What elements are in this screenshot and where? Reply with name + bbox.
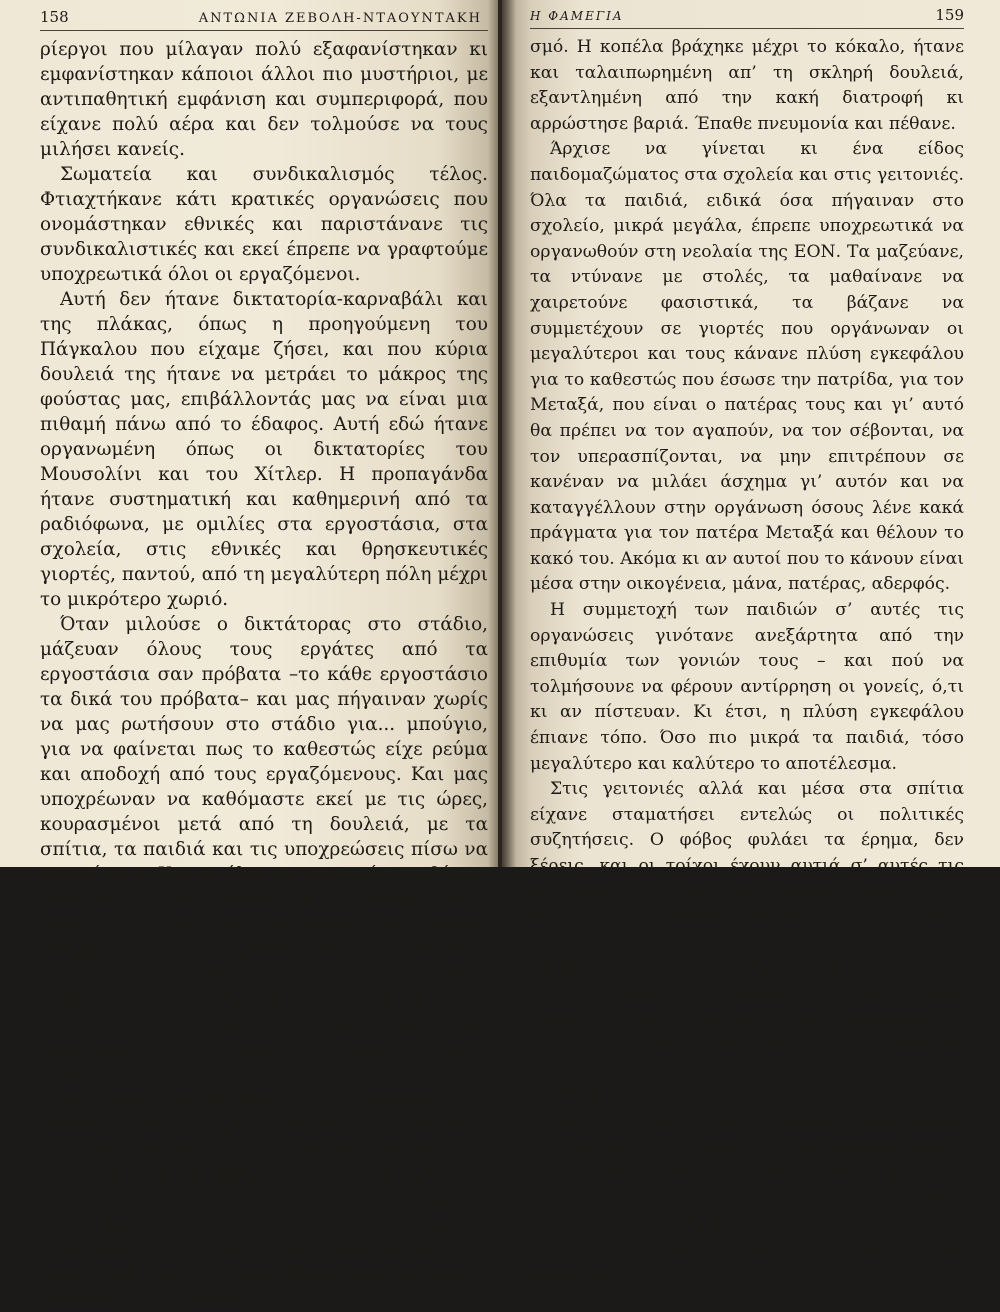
right-page-body (530, 35, 964, 1289)
right-page (502, 0, 1000, 1286)
left-page-body (40, 37, 488, 1312)
paragraph: Άρχισε να γίνεται κι ένα είδος παιδομαζώματος στα σχολεία και στις γειτονιές. Όλα τα παιδιά, ειδικά όσα πήγαιναν στο σχολείο, μικρά μεγάλα, έπρεπε υποχρεωτικά να οργανωθούν στη νεολαία της ΕΟΝ. Τα μαζεύανε, τα ντύνανε με στολές, τα μαθαίνανε να χαιρετούνε φασιστικά, τα βάζανε να συμμετέχουν σε γιορτές που οργάνωναν οι μεγαλύτεροι και τους κάνανε πλύση εγκεφάλου για το καθεστώς που έσωσε την πατρίδα, για τον Μεταξά, που είναι ο πατέρας τους και γι’ αυτό θα πρέπει να τον αγαπούν, να τον σέβονται, να τον υπερασπίζονται, να μην επιτρέπουν σε κανέναν να μιλάει άσχημα γι’ αυτόν και να καταγγέλλουν στην οργάνωση όσους λένε κακά πράγματα για τον πατέρα Μεταξά και θέλουν το κακό του. Ακόμα κι αν αυτοί που το κάνουν είναι μέσα στην οικογένεια, μάνα, πατέρας, αδερφός. (530, 139, 964, 595)
left-page-number: 158 (40, 8, 69, 26)
paragraph: σμό. Η κοπέλα βράχηκε μέχρι το κόκαλο, ήτανε και ταλαιπωρημένη απ’ τη σκληρή δουλειά, εξαντλημένη από την κακή διατροφή κι αρρώστησε βαριά. Έπαθε πνευμονία και πέθανε. (530, 37, 964, 134)
left-page-header (40, 8, 488, 31)
paragraph: Έτσι, τα παιδιά ακούγανε την προπαγάνδα μόνο από τη μια πλευρά και δεν είχανε από πουθενά αντίλογο. Ή, κι όταν υπήρχε, ήτανε μέχρις ενός ορίου. Και το σαράκι προχωρούσε στα παιδάκια και κανείς δεν το πρόσεχε, αφού, εκτός των άλλων, οι μεγάλοι δεν είχαν την πολυτέλεια του χρόνου, απασχολημένοι καθώς ήτανε με το μεροκάματο. (530, 1035, 964, 1235)
paragraph: Σωματεία και συνδικαλισμός τέλος. Φτιαχτήκανε κάτι κρατικές οργανώσεις που ονομάστηκαν εθνικές και παριστάνανε τις συνδικαλιστικές και εκεί έπρεπε να γραφτούμε υποχρεωτικά όλοι οι εργαζόμενοι. (40, 164, 488, 285)
paragraph: Στις γειτονιές αλλά και μέσα στα σπίτια είχανε σταματήσει εντελώς οι πολιτικές συζητήσεις. Ο φόβος φυλάει τα έρημα, δεν ξέρεις, και οι τοίχοι έχουν αυτιά σ’ αυτές τις περιπτώσεις. Τόσοι και τόσοι χάσανε τις δουλειές τους, κάποιοι πήγανε εξορία κι άλλοι είχανε μπλεξίματα, τους μαζέψανε στην Ασφάλεια και δεινοπαθήσανε. Άσε που τους περισσότερους τους πήρανε στο λαιμό τους συγγενείς ή φίλοι που τους είχαν εμπιστοσύνη. (530, 779, 964, 1030)
author-running-head: ΑΝΤΩΝΙΑ ΖΕΒΟΛΗ-ΝΤΑΟΥΝΤΑΚΗ (198, 11, 482, 26)
chapter-running-head: Η ΦΑΜΕΓΙΑ (530, 9, 624, 23)
left-page (0, 0, 498, 1310)
paragraph: Αυτή δεν ήτανε δικτατορία-καρναβάλι και της πλάκας, όπως η προηγούμενη του Πάγκαλου που είχαμε ζήσει, και που κύρια δουλειά της ήτανε να μετράει το μάκρος της φούστας μας, επιβάλλοντάς μας να είναι μια πιθαμή πάνω από το έδαφος. Αυτή εδώ ήτανε οργανωμένη όπως οι δικτατορίες του Μουσολίνι και του Χίτλερ. Η προπαγάνδα ήτανε συστηματική και καθημερινή από τα ραδιόφωνα, με ομιλίες στα εργοστάσια, στα σχολεία, στις εθνικές και θρησκευτικές γιορτές, παντού, από τη μεγαλύτερη πόλη μέχρι το μικρότερο χωριό. (40, 289, 488, 610)
paragraph: Όταν μιλούσε ο δικτάτορας στο στάδιο, μάζευαν όλους τους εργάτες από τα εργοστάσια σαν πρόβατα –το κάθε εργοστάσιο τα δικά του πρόβατα– και μας πήγαιναν χωρίς να μας ρωτήσουν στο στάδιο για... μπούγιο, για να φαίνεται πως το καθεστώς είχε ρεύμα και αποδοχή από τους εργαζόμενους. Και μας υποχρέωναν να καθόμαστε εκεί με τις ώρες, κουρασμένοι μετά από τη δουλειά, με τα σπίτια, τα παιδιά και τις υποχρεώσεις πίσω να περιμένουν. Και με όλες τις καιρικές συνθήκες, πότε με τον ήλιο πάνω απ’ τα κεφάλια μας, πότε με το κρύο και τη βροχή, να είμαστε υποχρεωμένοι να παρακολουθούμε βλακώδεις γιορτές και μασκαραλίκια με φωτιές, δάδες αναμμένες, εμβλήματα, φασιστικούς χαιρετισμούς, χορούς, τραγούδια και παρελάσεις από νεαρούς με μπλε σκούρες στολές. (40, 614, 488, 1085)
paragraph: Τα δικά μας παιδιά είχανε πια μεγαλώσει και πηγαίνανε (530, 1239, 964, 1286)
paragraph: Θυμάμαι συχνά αυτές τις γιορτές στο στάδιο, γιατί τις έχω συνδέσει με το θάνατο μιας συναδέλφου μου εργάτριας. Ήτανε μια νέα κοπέλα κι όμορφη, αλλά πολύ φτωχή, που δεν είχε ρούχα πολύ ζεστά για το χειμώνα. Μας πήγανε σε μια τέτοια γιορτή μια μέρα με πολύ κρύο. Δε φτάνει που ξεπαγιάσαμε, στο τέλος έριξε και μια γερή βροχή και μας έκανε μούσκεμα στο γύρισμα. (40, 1089, 488, 1310)
paragraph: Η συμμετοχή των παιδιών σ’ αυτές τις οργανώσεις γινότανε ανεξάρτητα από την επιθυμία των γονιών τους – και πού να τολμήσουνε να φέρουν αντίρρηση οι γονείς, ό,τι κι αν πίστευαν. Κι έτσι, η πλύση εγκεφάλου έπιανε τόπο. Όσο πιο μικρά τα παιδιά, τόσο μεγαλύτερο και καλύτερο το αποτέλεσμα. (530, 600, 964, 774)
paragraph: ρίεργοι που μίλαγαν πολύ εξαφανίστηκαν κι εμφανίστηκαν κάποιοι άλλοι πιο μυστήριοι, με αντιπαθητική εμφάνιση και συμπεριφορά, που είχανε πολύ αέρα και δεν τολμούσε να τους μιλήσει κανείς. (40, 39, 488, 160)
right-page-header (530, 6, 964, 29)
right-page-number: 159 (935, 6, 964, 24)
